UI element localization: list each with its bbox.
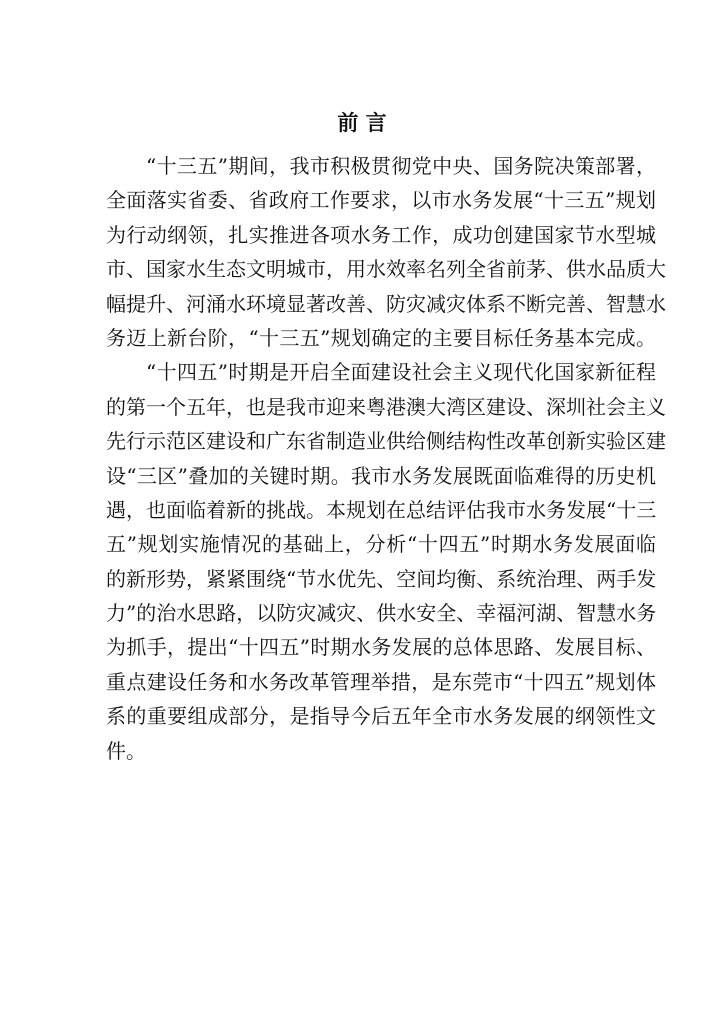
text-line: 先行示范区建设和广东省制造业供给侧结构性改革创新实验区建 [106,429,666,454]
text-line: 为抓手，提出“十四五”时期水务发展的总体思路、发展目标、 [106,635,656,660]
text-line: 的新形势，紧紧围绕“节水优先、空间均衡、系统治理、两手发 [106,566,657,591]
text-line: 的第一个五年，也是我市迎来粤港澳大湾区建设、深圳社会主义 [106,394,666,419]
text-line: 设“三区”叠加的关键时期。我市水务发展既面临难得的历史机 [106,463,656,488]
text-line: 幅提升、河涌水环境显著改善、防灾减灾体系不断完善、智慧水 [106,291,666,316]
text-line: 全面落实省委、省政府工作要求，以市水务发展“十三五”规划 [106,188,656,213]
text-line: 务迈上新台阶，“十三五”规划确定的主要目标任务基本完成。 [106,325,656,350]
text-line: “十三五”期间，我市积极贯彻党中央、国务院决策部署， [146,154,656,178]
paragraph-2 [106,355,666,768]
text-line: 系的重要组成部分，是指导今后五年全市水务发展的纲领性文 [106,704,656,729]
text-line: 重点建设任务和水务改革管理举措，是东莞市“十四五”规划体 [106,669,656,694]
text-line: 为行动纲领，扎实推进各项水务工作，成功创建国家节水型城 [106,222,656,247]
text-line: 五”规划实施情况的基础上，分析“十四五”时期水务发展面临 [106,532,656,557]
page-title: 前 言 [337,110,387,135]
text-line: 件。 [106,738,146,763]
text-line: 力”的治水思路，以防灾减灾、供水安全、幸福河湖、智慧水务 [106,601,657,626]
text-line: 市、国家水生态文明城市，用水效率名列全省前茅、供水品质大 [106,257,666,282]
paragraph-1 [106,149,666,355]
text-line: 遇，也面临着新的挑战。本规划在总结评估我市水务发展“十三 [106,497,657,522]
text-line: “十四五”时期是开启全面建设社会主义现代化国家新征程 [146,360,656,385]
document-body [106,149,666,768]
